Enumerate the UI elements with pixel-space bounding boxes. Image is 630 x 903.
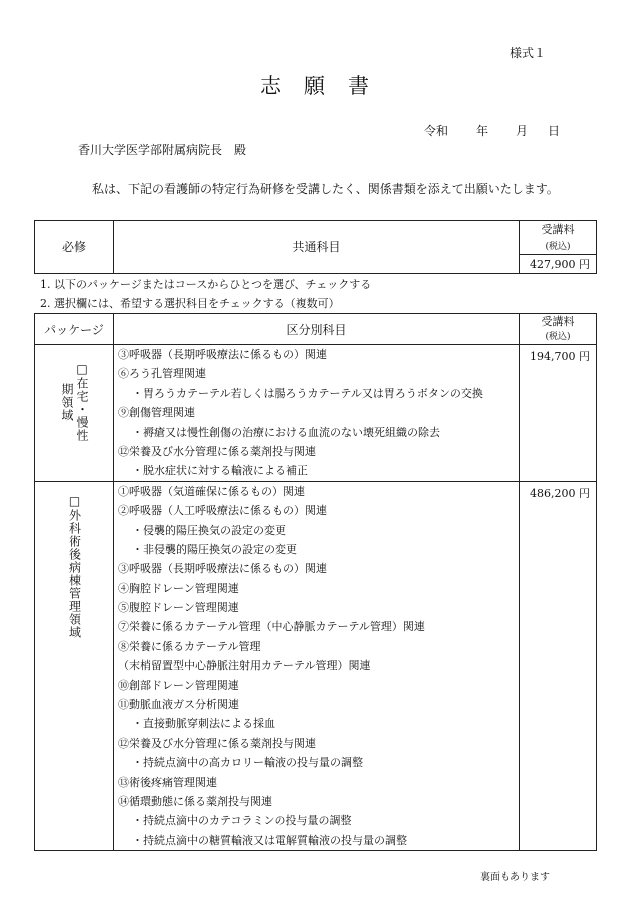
subject-item: ・脱水症状に対する輸液による補正 [132,464,308,478]
date-year: 年 [476,124,489,138]
date-day: 日 [548,124,561,138]
subject-item: ⑭循環動態に係る薬剤投与関連 [118,794,272,808]
subject-item: ・持続点滴中のカテコラミンの投与量の調整 [132,814,352,828]
subject-item: （末梢留置型中心静脈注射用カテーテル管理）関連 [118,659,371,673]
subject-item: ④胸腔ドレーン管理関連 [118,581,239,595]
common-label: 必修 [35,221,114,274]
subjects-column-header: 区分別科目 [114,314,520,345]
package-fee: 486,200 円 [520,481,597,850]
subject-item: ⑬術後疼痛管理関連 [118,775,217,789]
common-subject-header: 共通科目 [114,221,520,274]
subject-item: ⑥ろう孔管理関連 [118,367,206,381]
addressee: 香川大学医学部附属病院長 殿 [78,143,247,157]
instruction-1: 1. 以下のパッケージまたはコースからひとつを選び、チェックする [40,278,372,291]
subject-item: ⑧栄養に係るカテーテル管理 [118,639,261,653]
subject-item: ⑫栄養及び水分管理に係る薬剤投与関連 [118,736,316,750]
subject-item: ・褥瘡又は慢性創傷の治療における血流のない壊死組織の除去 [132,425,440,439]
date-month: 月 [516,124,529,138]
subject-item: ⑦栄養に係るカテーテル管理（中心静脈カテーテル管理）関連 [118,620,425,634]
subject-list [114,345,520,482]
subject-item: ・非侵襲的陽圧換気の設定の変更 [132,542,297,556]
intro-text: 私は、下記の看護師の特定行為研修を受講したく、関係書類を添えて出願いたします。 [92,182,559,196]
instruction-2: 2. 選択欄には、希望する選択科目をチェックする（複数可） [40,297,340,310]
subject-item: ・胃ろうカテーテル若しくは腸ろうカテーテル又は胃ろうボタンの交換 [132,386,483,400]
date-era: 令和 [424,124,449,138]
subject-item: ⑨創傷管理関連 [118,406,195,420]
package-checkbox-home-chronic[interactable] [35,345,114,482]
subject-item: ②呼吸器（人工呼吸療法に係るもの）関連 [118,504,327,518]
date-line [424,122,560,139]
subject-item: ⑩創部ドレーン管理関連 [118,678,239,692]
package-checkbox-surgical-ward[interactable] [35,481,114,850]
footer-note: 裏面もあります [480,872,550,883]
package-fee: 194,700 円 [520,345,597,482]
subject-item: ⑫栄養及び水分管理に係る薬剤投与関連 [118,444,316,458]
form-number: 様式１ [509,46,546,60]
common-fee-tax: (税込) [520,239,597,255]
fee-column-header: 受講料 (税込) [520,314,597,345]
package-table [34,313,597,851]
package-label: □在宅・慢性期領域 [60,362,89,442]
subject-item: ・直接動脈穿刺法による採血 [132,717,275,731]
document-title: 志 願 書 [260,74,370,98]
common-subject-table [34,220,597,274]
subject-item: ・持続点滴中の糖質輸液又は電解質輸液の投与量の調整 [132,833,407,847]
subject-item: ③呼吸器（長期呼吸療法に係るもの）関連 [118,348,327,361]
subject-list [114,481,520,850]
package-label: □外科術後病棟管理領域 [67,493,82,639]
subject-item: ③呼吸器（長期呼吸療法に係るもの）関連 [118,562,327,576]
subject-item: ・持続点滴中の高カロリー輸液の投与量の調整 [132,756,363,770]
subject-item: ⑤腹腔ドレーン管理関連 [118,601,239,615]
common-fee-label: 受講料 [520,221,597,239]
subject-item: ⑪動脈血液ガス分析関連 [118,698,239,712]
common-fee-value: 427,900 円 [520,254,597,273]
subject-item: ・侵襲的陽圧換気の設定の変更 [132,523,286,537]
package-column-header: パッケージ [35,314,114,345]
subject-item: ①呼吸器（気道確保に係るもの）関連 [118,484,305,498]
